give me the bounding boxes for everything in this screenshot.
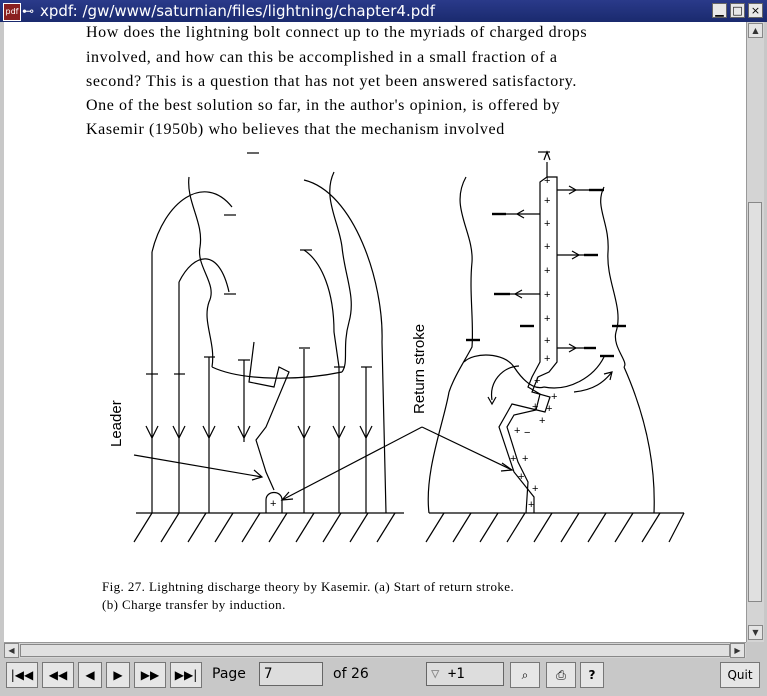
window-titlebar[interactable]	[0, 0, 767, 22]
ground-hatch-right	[426, 513, 684, 542]
pin-icon[interactable]: ⊷	[22, 4, 34, 18]
quit-button[interactable]: Quit	[720, 662, 760, 688]
next-icon[interactable]: ▶	[106, 662, 130, 688]
page-number-input[interactable]: 7	[259, 662, 323, 686]
svg-text:+: +	[532, 401, 539, 413]
svg-text:+: +	[522, 453, 529, 465]
page-count: of 26	[333, 666, 369, 682]
zoom-select[interactable]	[426, 662, 504, 686]
scroll-up-icon[interactable]: ▲	[748, 23, 763, 38]
document-view[interactable]	[4, 22, 746, 642]
svg-text:+: +	[270, 498, 277, 510]
horizontal-scroll-thumb[interactable]	[20, 644, 730, 657]
iconify-icon[interactable]: ▁	[712, 3, 727, 18]
svg-text:+: +	[544, 241, 551, 253]
scroll-down-icon[interactable]: ▼	[748, 625, 763, 640]
forward-5-icon[interactable]: ▶▶	[134, 662, 166, 688]
svg-text:+: +	[544, 265, 551, 277]
vertical-scrollbar[interactable]	[746, 22, 764, 642]
window-title: xpdf: /gw/www/saturnian/files/lightning/chapter4.pdf	[40, 2, 436, 20]
figure-caption-line: (b) Charge transfer by induction.	[102, 597, 286, 612]
print-icon[interactable]: ⎙	[546, 662, 576, 688]
svg-text:+: +	[539, 415, 546, 427]
svg-text:+: +	[546, 403, 553, 415]
scroll-right-icon[interactable]: ▶	[730, 643, 745, 658]
paragraph-line: involved, and how can this be accomplished in a small fraction of a	[86, 49, 558, 66]
toolbar	[0, 658, 767, 696]
svg-text:+: +	[544, 353, 551, 365]
svg-text:+: +	[534, 375, 541, 387]
figure-caption-line: Fig. 27. Lightning discharge theory by Kasemir. (a) Start of return stroke.	[102, 579, 515, 594]
figure-label-return-stroke: Return stroke	[411, 323, 428, 414]
svg-text:+: +	[532, 483, 539, 495]
ground-hatch-left	[134, 513, 395, 542]
svg-text:+: +	[514, 425, 521, 437]
svg-text:+: +	[518, 471, 525, 483]
app-icon: pdf	[3, 3, 21, 21]
svg-text:−: −	[524, 427, 531, 439]
lightning-figure	[4, 22, 746, 582]
svg-text:+: +	[544, 195, 551, 207]
svg-text:+: +	[528, 499, 535, 511]
horizontal-scrollbar[interactable]	[4, 642, 746, 659]
first-page-icon[interactable]: |◀◀	[6, 662, 38, 688]
chevron-down-icon: ▽	[431, 666, 448, 682]
prev-icon[interactable]: ◀	[78, 662, 102, 688]
svg-text:+: +	[544, 289, 551, 301]
paragraph-line: How does the lightning bolt connect up to the myriads of charged drops	[86, 24, 588, 41]
svg-text:+: +	[544, 335, 551, 347]
figure-label-leader: Leader	[108, 400, 125, 447]
svg-text:+: +	[544, 175, 551, 187]
last-page-icon[interactable]: ▶▶|	[170, 662, 202, 688]
paragraph-line: One of the best solution so far, in the author's opinion, is offered by	[86, 97, 561, 114]
svg-text:+: +	[510, 453, 517, 465]
svg-text:+: +	[551, 391, 558, 403]
vertical-scroll-thumb[interactable]	[748, 202, 762, 602]
page-label: Page	[212, 666, 246, 682]
paragraph-line: second? This is a question that has not yet been answered satisfactory.	[86, 73, 577, 90]
zoom-value: +1	[447, 666, 465, 682]
find-icon[interactable]: ⌕	[510, 662, 540, 688]
close-icon[interactable]: ×	[748, 3, 763, 18]
paragraph-line: Kasemir (1950b) who believes that the mechanism involved	[86, 121, 505, 138]
maximize-icon[interactable]: □	[730, 3, 745, 18]
svg-text:+: +	[544, 218, 551, 230]
back-5-icon[interactable]: ◀◀	[42, 662, 74, 688]
help-icon[interactable]: ?	[580, 662, 604, 688]
svg-text:+: +	[544, 313, 551, 325]
scroll-left-icon[interactable]: ◀	[4, 643, 19, 658]
